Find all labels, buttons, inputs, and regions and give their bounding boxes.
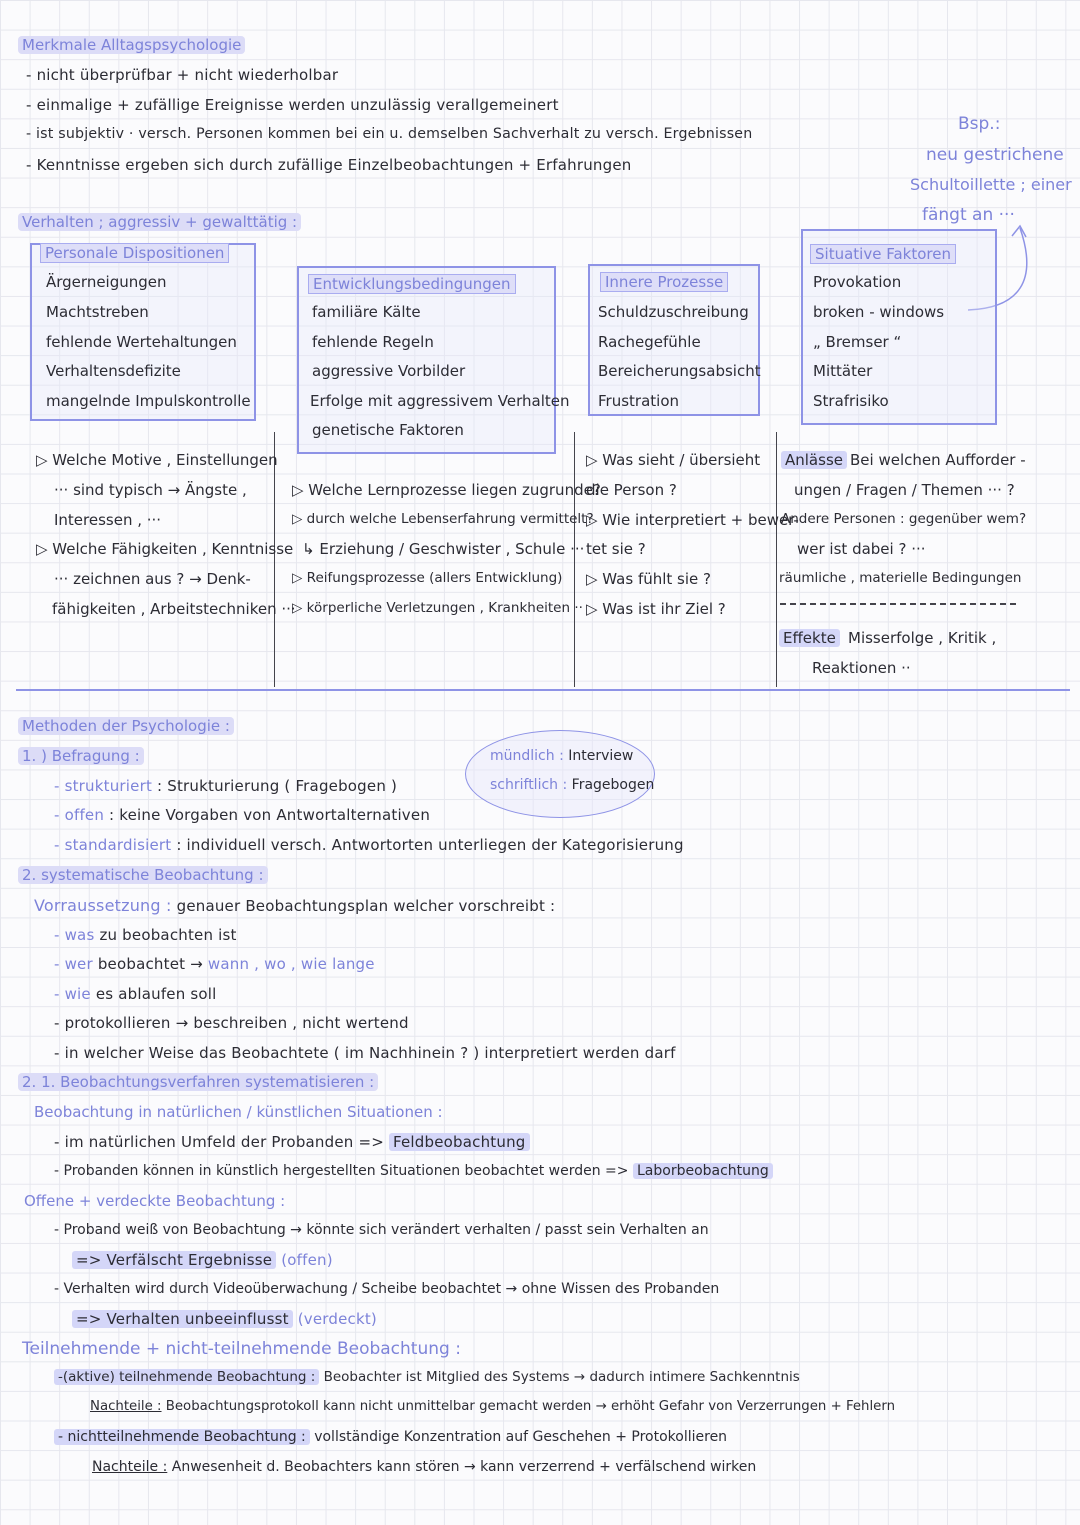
box-item: Strafrisiko: [813, 392, 889, 410]
oval-term: schriftlich :: [490, 777, 568, 793]
merkmale-line: - einmalige + zufällige Ereignisse werden unzulässig verallgemeinert: [26, 96, 559, 114]
verfahren-text: - Probanden können in künstlich hergestellten Situationen beobachtet werden =>: [54, 1163, 629, 1179]
box-item: Mittäter: [813, 362, 873, 380]
beobachtung-term: - was: [54, 926, 95, 944]
question-line: ↳ Erziehung / Geschwister , Schule ···: [302, 540, 585, 558]
anlaesse-label-text: Anlässe: [781, 451, 847, 469]
box-item: Rachegefühle: [598, 333, 701, 351]
question-line: ··· sind typisch → Ängste ,: [54, 481, 247, 499]
beobachtung-line: [54, 955, 375, 973]
question-line: ▷ Wie interpretiert + bewer-: [586, 511, 799, 529]
question-line: Interessen , ···: [54, 511, 162, 529]
beobachtung-term: - wer: [54, 955, 93, 973]
befragung-line: [54, 836, 684, 854]
section-divider: [16, 689, 1070, 691]
question-line: ▷ durch welche Lebenserfahrung vermittelt?: [292, 511, 594, 527]
box-item: fehlende Regeln: [312, 333, 434, 351]
question-line: Andere Personen : gegenüber wem?: [781, 511, 1027, 527]
beobachtung-text: beobachtet →: [97, 955, 203, 973]
beobachtung-tail: wann , wo , wie lange: [207, 955, 375, 973]
question-line: räumliche , materielle Bedingungen: [779, 570, 1022, 586]
box-item: Provokation: [813, 273, 902, 291]
teilnehmende-label: -(aktive) teilnehmende Beobachtung :: [54, 1369, 319, 1385]
methoden-heading: Methoden der Psychologie :: [18, 717, 234, 735]
effekte-line: Reaktionen ··: [812, 659, 911, 677]
nachteile-label: Nachteile :: [92, 1459, 168, 1475]
verhalten-heading: Verhalten ; aggressiv + gewalttätig :: [18, 213, 301, 231]
laborbeobachtung-label: Laborbeobachtung: [633, 1163, 773, 1179]
example-note-line: neu gestrichene: [926, 145, 1064, 165]
oval-line: [490, 748, 633, 764]
box-item: familiäre Kälte: [312, 303, 421, 321]
verfahren-text: Anwesenheit d. Beobachters kann stören → kann verzerrend + verfälschend wirken: [171, 1459, 757, 1475]
oval-line: [490, 777, 654, 793]
merkmale-line: - ist subjektiv · versch. Personen kommen bei ein u. demselben Sachverhalt zu versch. Ergebnissen: [26, 126, 753, 142]
voraussetzung-label: Vorraussetzung :: [34, 896, 172, 915]
box-item: mangelnde Impulskontrolle: [46, 392, 251, 410]
befragung-definition: : Strukturierung ( Fragebogen ): [157, 777, 398, 795]
befragung-oval: [465, 730, 655, 818]
effekte-label-text: Effekte: [779, 629, 840, 647]
verfahren-line: [92, 1459, 756, 1475]
question-line: fähigkeiten , Arbeitstechniken ···: [52, 600, 296, 618]
verfahren-subheading: Offene + verdeckte Beobachtung :: [24, 1192, 286, 1210]
verfahren-text: Beobachter ist Mitglied des Systems → dadurch intimere Sachkenntnis: [323, 1369, 800, 1385]
merkmale-heading: Merkmale Alltagspsychologie: [18, 36, 245, 54]
beobachtung-heading: 2. systematische Beobachtung :: [18, 866, 268, 884]
befragung-definition: : keine Vorgaben von Antwortalternativen: [109, 806, 431, 824]
question-line: wer ist dabei ? ···: [797, 540, 926, 558]
beobachtung-text: zu beobachten ist: [99, 926, 237, 944]
question-line: ▷ Was fühlt sie ?: [586, 570, 712, 588]
box-title: Personale Dispositionen: [40, 243, 229, 263]
oval-value: Interview: [568, 748, 634, 764]
example-note-line: fängt an ···: [922, 205, 1015, 225]
verfaelscht-label: => Verfälscht Ergebnisse: [72, 1251, 276, 1269]
question-line: ▷ Welche Lernprozesse liegen zugrunde?: [292, 481, 601, 499]
column-divider: [776, 432, 777, 687]
verfahren-line: [72, 1251, 333, 1269]
oval-term: mündlich :: [490, 748, 564, 764]
box-item: aggressive Vorbilder: [312, 362, 466, 380]
beobachtung-line: [54, 926, 237, 944]
verfahren-line: [54, 1163, 773, 1179]
box-item: Schuldzuschreibung: [598, 303, 749, 321]
question-line: ▷ Was ist ihr Ziel ?: [586, 600, 726, 618]
example-note-line: Schultoillette ; einer: [910, 175, 1072, 194]
offen-tag: (offen): [281, 1251, 333, 1269]
verfahren-line: [54, 1369, 800, 1385]
question-line: ··· zeichnen aus ? → Denk-: [54, 570, 251, 588]
question-line: ▷ Was sieht / übersieht: [586, 451, 761, 469]
anlaesse-label: [781, 451, 847, 469]
befragung-line: [54, 806, 430, 824]
verfahren-line: [90, 1399, 895, 1414]
verfahren-text: vollständige Konzentration auf Geschehen + Protokollieren: [314, 1429, 728, 1445]
befragung-term: - offen: [54, 806, 105, 824]
example-note-line: Bsp.:: [958, 114, 1001, 134]
voraussetzung-text: genauer Beobachtungsplan welcher vorschreibt :: [176, 897, 556, 915]
box-item: broken - windows: [813, 303, 945, 321]
voraussetzung-line: [34, 896, 555, 915]
verfahren-line: [72, 1310, 377, 1328]
box-title: Situative Faktoren: [810, 244, 956, 264]
effekte-label: [779, 629, 840, 647]
box-title: Entwicklungsbedingungen: [308, 274, 516, 294]
box-item: Frustration: [598, 392, 679, 410]
box-title: Innere Prozesse: [600, 272, 728, 292]
verfahren-text: - im natürlichen Umfeld der Probanden =>: [54, 1133, 384, 1151]
dashed-divider: [780, 603, 1016, 605]
merkmale-line: - nicht überprüfbar + nicht wiederholbar: [26, 66, 339, 84]
befragung-heading: 1. ) Befragung :: [18, 747, 144, 765]
question-line: ▷ Welche Fähigkeiten , Kenntnisse: [36, 540, 294, 558]
beobachtung-text: es ablaufen soll: [95, 985, 217, 1003]
befragung-term: - standardisiert: [54, 836, 172, 854]
verfahren-line: [54, 1133, 530, 1151]
question-line: ungen / Fragen / Themen ··· ?: [794, 481, 1015, 499]
box-item: Machtstreben: [46, 303, 149, 321]
question-line: die Person ?: [586, 481, 677, 499]
verdeckt-tag: (verdeckt): [297, 1310, 377, 1328]
oval-value: Fragebogen: [571, 777, 655, 793]
befragung-definition: : individuell versch. Antwortorten unterliegen der Kategorisierung: [176, 836, 684, 854]
question-line: ▷ Reifungsprozesse (allers Entwicklung): [292, 570, 563, 586]
unbeeinflusst-label: => Verhalten unbeeinflusst: [72, 1310, 293, 1328]
nachteile-label: Nachteile :: [90, 1399, 162, 1414]
verfahren-heading: 2. 1. Beobachtungsverfahren systematisieren :: [18, 1073, 378, 1091]
box-item: Verhaltensdefizite: [46, 362, 181, 380]
verfahren-text: Beobachtungsprotokoll kann nicht unmittelbar gemacht werden → erhöht Gefahr von Verzerrungen + Fehlern: [165, 1399, 896, 1414]
question-line: ▷ Welche Motive , Einstellungen: [36, 451, 278, 469]
column-divider: [574, 432, 575, 687]
beobachtung-line: - protokollieren → beschreiben , nicht wertend: [54, 1014, 409, 1032]
box-item: „ Bremser “: [813, 333, 902, 351]
question-line: tet sie ?: [586, 540, 646, 558]
box-item: Ärgerneigungen: [46, 273, 167, 291]
befragung-line: [54, 777, 397, 795]
befragung-term: - strukturiert: [54, 777, 153, 795]
beobachtung-line: - in welcher Weise das Beobachtete ( im Nachhinein ? ) interpretiert werden darf: [54, 1044, 676, 1062]
verfahren-subheading: Teilnehmende + nicht-teilnehmende Beobachtung :: [22, 1339, 461, 1359]
verfahren-line: - Proband weiß von Beobachtung → könnte sich verändert verhalten / passt sein Verhalten an: [54, 1222, 709, 1238]
merkmale-line: - Kenntnisse ergeben sich durch zufällige Einzelbeobachtungen + Erfahrungen: [26, 156, 632, 174]
box-item: Erfolge mit aggressivem Verhalten: [310, 392, 570, 410]
verfahren-line: - Verhalten wird durch Videoüberwachung / Scheibe beobachtet → ohne Wissen des Probanden: [54, 1281, 720, 1297]
effekte-line: Misserfolge , Kritik ,: [848, 629, 997, 647]
nichtteilnehmende-label: - nichtteilnehmende Beobachtung :: [54, 1429, 310, 1445]
beobachtung-term: - wie: [54, 985, 91, 1003]
question-line: ▷ körperliche Verletzungen , Krankheiten ··: [292, 600, 583, 616]
question-line: Bei welchen Aufforder -: [850, 451, 1026, 469]
box-item: genetische Faktoren: [312, 421, 464, 439]
verfahren-line: [54, 1429, 727, 1445]
verfahren-subheading: Beobachtung in natürlichen / künstlichen Situationen :: [34, 1103, 443, 1121]
box-item: Bereicherungsabsicht: [598, 362, 761, 380]
beobachtung-line: [54, 985, 217, 1003]
column-divider: [274, 432, 275, 687]
box-item: fehlende Wertehaltungen: [46, 333, 237, 351]
feldbeobachtung-label: Feldbeobachtung: [389, 1133, 530, 1151]
